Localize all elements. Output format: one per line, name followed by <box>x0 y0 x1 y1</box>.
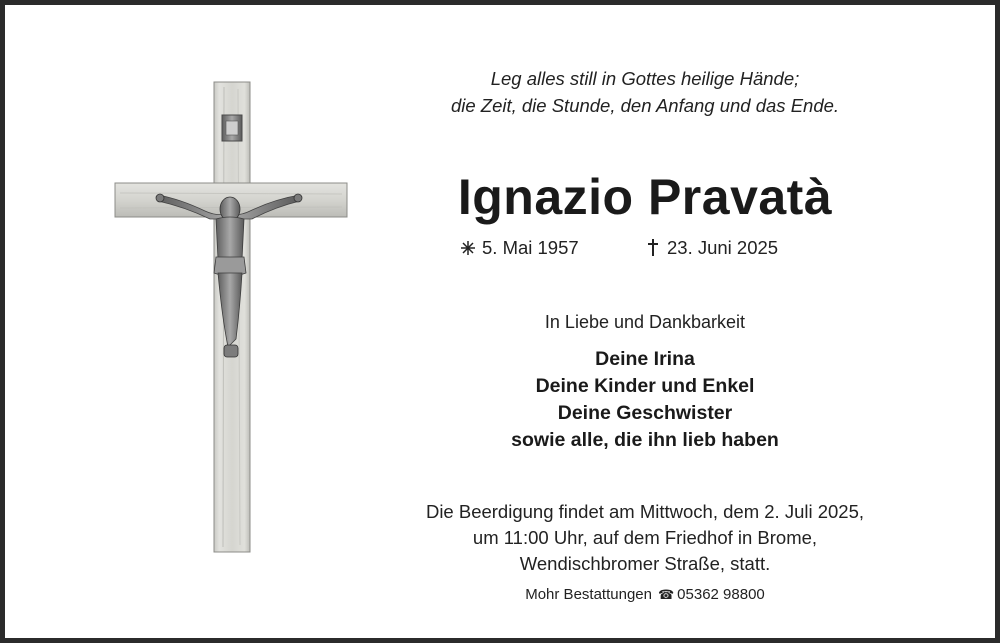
telephone-icon: ☎ <box>657 587 675 602</box>
mourner-line: Deine Geschwister <box>557 402 733 424</box>
mourners-list <box>345 346 945 454</box>
funeral-line-3: Wendischbromer Straße, statt. <box>519 553 771 574</box>
mourner-line: sowie alle, die ihn lieb haben <box>511 429 779 451</box>
death-date: 23. Juni 2025 <box>667 237 779 258</box>
undertaker-name: Mohr Bestattungen <box>525 586 652 603</box>
birth-star-icon <box>458 237 478 259</box>
dedication-line: In Liebe und Dankbarkeit <box>544 312 746 332</box>
crucifix-image <box>110 77 355 557</box>
undertaker-info <box>345 586 945 603</box>
funeral-info <box>345 499 945 577</box>
deceased-name: Ignazio Pravatà <box>457 169 833 225</box>
death-cross-icon <box>643 237 663 259</box>
verse-line-2: die Zeit, die Stunde, den Anfang und das Ende. <box>450 95 840 116</box>
birth-date: 5. Mai 1957 <box>482 237 579 258</box>
undertaker-phone: 05362 98800 <box>677 586 765 603</box>
birth-date-group <box>458 237 579 259</box>
mourner-line: Deine Kinder und Enkel <box>535 375 755 397</box>
death-date-group <box>643 237 778 259</box>
verse <box>345 65 945 119</box>
funeral-line-1: Die Beerdigung findet am Mittwoch, dem 2. Juli 2025, <box>425 501 865 522</box>
mourner-line: Deine Irina <box>595 348 695 370</box>
verse-line-1: Leg alles still in Gottes heilige Hände; <box>490 68 800 89</box>
funeral-line-2: um 11:00 Uhr, auf dem Friedhof in Brome, <box>472 527 818 548</box>
